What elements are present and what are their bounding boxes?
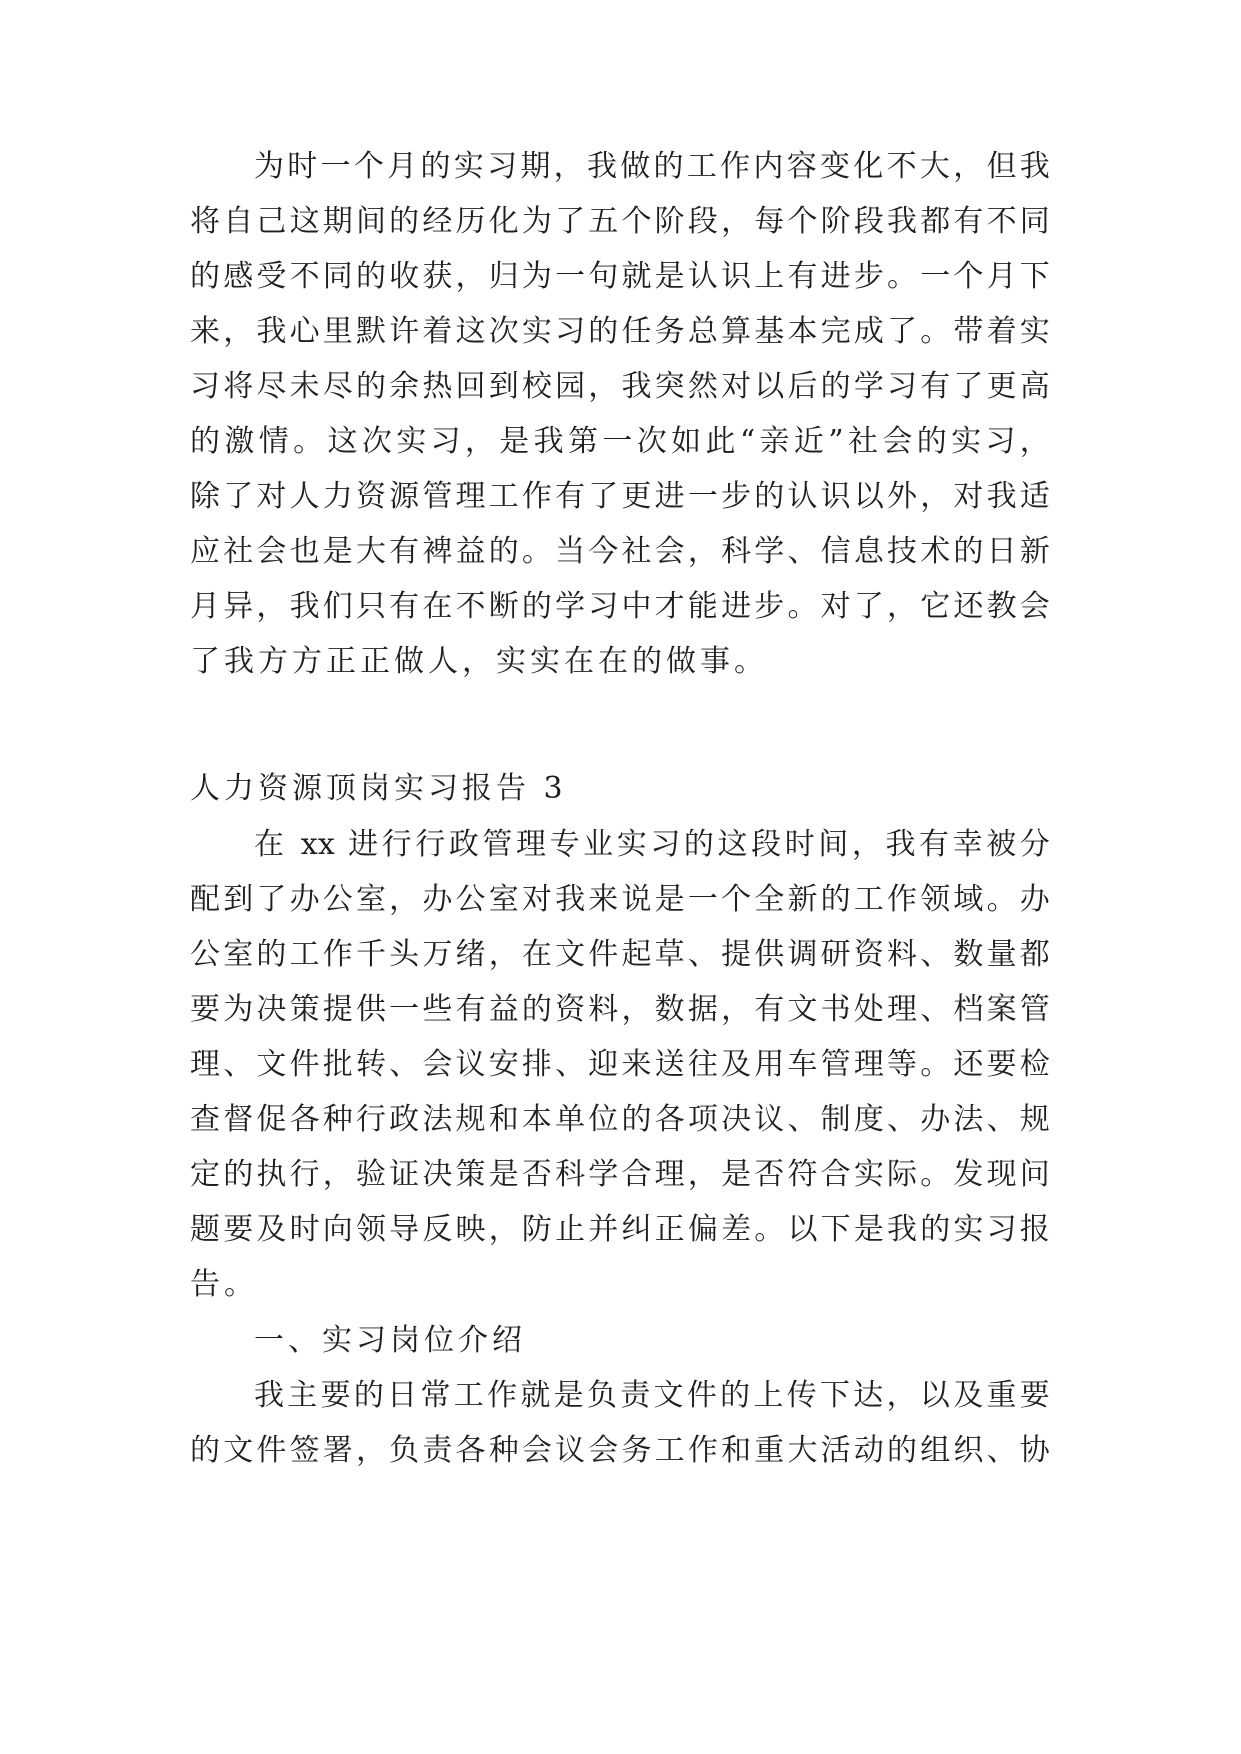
paragraph-line: 应社会也是大有裨益的。当今社会，科学、信息技术的日新	[190, 534, 1050, 569]
paragraph-line: 公室的工作千头万绪，在文件起草、提供调研资料、数量都	[190, 937, 1050, 972]
paragraph-line: 查督促各种行政法规和本单位的各项决议、制度、办法、规	[190, 1102, 1050, 1137]
paragraph-line: 月异，我们只有在不断的学习中才能进步。对了，它还教会	[190, 589, 1050, 624]
section-title: 人力资源顶岗实习报告 3	[190, 771, 567, 806]
subsection-title: 一、实习岗位介绍	[254, 1323, 526, 1358]
paragraph-line: 了我方方正正做人，实实在在的做事。	[190, 644, 768, 679]
paragraph-line: 为时一个月的实习期，我做的工作内容变化不大，但我	[254, 149, 1050, 184]
paragraph-line: 定的执行，验证决策是否科学合理，是否符合实际。发现问	[190, 1157, 1050, 1192]
paragraph-line: 将自己这期间的经历化为了五个阶段，每个阶段我都有不同	[190, 204, 1050, 239]
paragraph-line: 配到了办公室，办公室对我来说是一个全新的工作领域。办	[190, 882, 1050, 917]
paragraph-line: 我主要的日常工作就是负责文件的上传下达，以及重要	[254, 1378, 1050, 1413]
paragraph-line: 在 xx 进行行政管理专业实习的这段时间，我有幸被分	[254, 827, 1050, 862]
paragraph-line: 题要及时向领导反映，防止并纠正偏差。以下是我的实习报	[190, 1212, 1050, 1247]
paragraph-line: 告。	[190, 1267, 258, 1302]
paragraph-line: 的文件签署，负责各种会议会务工作和重大活动的组织、协	[190, 1433, 1050, 1468]
paragraph-line: 习将尽未尽的余热回到校园，我突然对以后的学习有了更高	[190, 369, 1050, 404]
paragraph-line: 要为决策提供一些有益的资料，数据，有文书处理、档案管	[190, 992, 1050, 1027]
paragraph-line: 的感受不同的收获，归为一句就是认识上有进步。一个月下	[190, 259, 1050, 294]
paragraph-line: 的激情。这次实习，是我第一次如此“亲近”社会的实习，	[190, 424, 1050, 459]
paragraph-line: 理、文件批转、会议安排、迎来送往及用车管理等。还要检	[190, 1047, 1050, 1082]
paragraph-line: 来，我心里默许着这次实习的任务总算基本完成了。带着实	[190, 314, 1050, 349]
paragraph-line: 除了对人力资源管理工作有了更进一步的认识以外，对我适	[190, 479, 1050, 514]
